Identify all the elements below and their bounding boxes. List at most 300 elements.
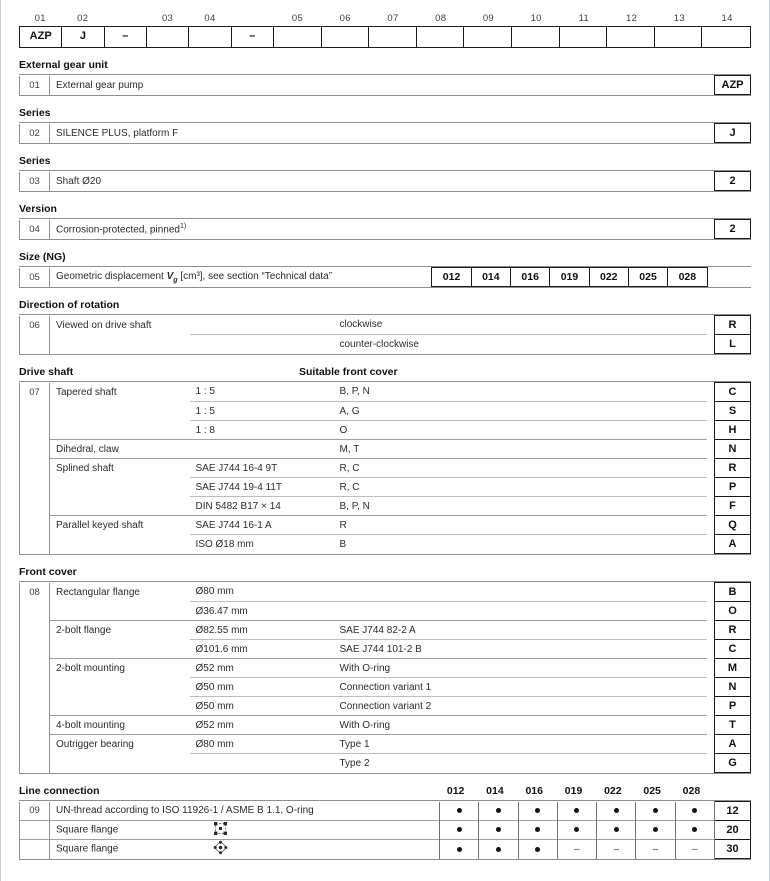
row-detail-b bbox=[334, 220, 707, 239]
ng-size-code[interactable]: 012 bbox=[432, 268, 471, 287]
position-number bbox=[20, 602, 50, 621]
ng-column-header: 022 bbox=[604, 785, 622, 797]
section-subtitle bbox=[299, 203, 751, 216]
row-label: 4-bolt mounting bbox=[50, 716, 190, 735]
table-row bbox=[20, 678, 751, 697]
section-title: Series bbox=[19, 155, 51, 167]
spacer bbox=[707, 172, 715, 191]
row-label-text: UN-thread according to ISO 11926-1 / ASME B 1.1, O-ring bbox=[56, 805, 314, 817]
row-detail-a bbox=[190, 172, 334, 191]
row-detail-a: 1 : 8 bbox=[190, 421, 334, 440]
availability-dot bbox=[479, 802, 518, 821]
position-number bbox=[20, 516, 50, 535]
row-label: Corrosion-protected, pinned$^{1)}$ bbox=[56, 222, 187, 236]
section-heading bbox=[19, 251, 751, 264]
section-title: External gear unit bbox=[19, 59, 108, 71]
section-title: Size (NG) bbox=[19, 251, 66, 263]
table-row bbox=[20, 754, 751, 773]
position-number bbox=[20, 535, 50, 554]
type-code-box[interactable]: – bbox=[105, 27, 147, 47]
position-number bbox=[20, 697, 50, 716]
type-code-box[interactable] bbox=[322, 27, 370, 47]
icon-holder bbox=[213, 821, 228, 839]
section-table bbox=[19, 267, 751, 287]
row-detail-b: Connection variant 1 bbox=[334, 678, 707, 697]
position-number: 03 bbox=[20, 172, 50, 191]
type-code-box[interactable] bbox=[147, 27, 189, 47]
row-label bbox=[50, 402, 190, 421]
spacer bbox=[707, 402, 715, 421]
section-heading bbox=[19, 107, 751, 120]
dot-icon bbox=[574, 827, 579, 832]
spacer bbox=[707, 497, 715, 516]
type-code-box[interactable] bbox=[607, 27, 655, 47]
spacer bbox=[707, 583, 715, 602]
dot-icon bbox=[535, 827, 540, 832]
availability-dot bbox=[439, 840, 478, 859]
row-detail-a: Ø52 mm bbox=[190, 659, 334, 678]
code-value[interactable]: L bbox=[715, 335, 751, 354]
code-value[interactable]: N bbox=[715, 440, 751, 459]
availability-dot bbox=[636, 802, 675, 821]
spacer bbox=[707, 535, 715, 554]
row-detail-b: Connection variant 2 bbox=[334, 697, 707, 716]
row-label bbox=[50, 478, 190, 497]
row-label: 2-bolt mounting bbox=[50, 659, 190, 678]
section-subtitle bbox=[299, 59, 751, 72]
row-label: Splined shaft bbox=[50, 459, 190, 478]
section-heading bbox=[19, 155, 751, 168]
table-row bbox=[20, 459, 751, 478]
row-detail-a: ISO Ø18 mm bbox=[190, 535, 334, 554]
type-code-position-label: 01 bbox=[34, 13, 46, 24]
spacer bbox=[707, 76, 715, 95]
table-row bbox=[20, 440, 751, 459]
table-row bbox=[20, 821, 751, 840]
spacer bbox=[707, 516, 715, 535]
type-code-box[interactable]: J bbox=[62, 27, 104, 47]
section-direction-of-rotation bbox=[19, 299, 751, 355]
position-number bbox=[20, 440, 50, 459]
row-detail-b bbox=[334, 124, 707, 143]
section-line-connection bbox=[19, 785, 751, 860]
ng-column-header: 019 bbox=[564, 785, 583, 797]
dot-icon bbox=[535, 847, 540, 852]
row-detail-a: SAE J744 16-1 A bbox=[190, 516, 334, 535]
row-label: Rectangular flange bbox=[56, 586, 140, 598]
row-detail-b: B, P, N bbox=[339, 386, 370, 398]
position-number: 05 bbox=[20, 268, 50, 287]
row-detail-a bbox=[190, 335, 334, 354]
type-code-position-label: 12 bbox=[626, 13, 638, 24]
type-code-position-label: 11 bbox=[578, 13, 590, 24]
section-table bbox=[19, 382, 751, 554]
section-heading bbox=[19, 203, 751, 216]
code-value[interactable]: P bbox=[715, 697, 751, 716]
code-value[interactable]: P bbox=[715, 478, 751, 497]
type-code-position-label: 05 bbox=[291, 13, 304, 24]
position-number bbox=[20, 478, 50, 497]
table-row bbox=[20, 697, 751, 716]
section-table bbox=[19, 123, 751, 143]
row-detail-a bbox=[190, 76, 334, 95]
row-label bbox=[50, 697, 190, 716]
code-value[interactable]: R bbox=[715, 459, 751, 478]
row-detail-a bbox=[190, 440, 334, 459]
code-value[interactable]: N bbox=[715, 678, 751, 697]
position-number bbox=[20, 754, 50, 773]
row-detail-a: Ø36.47 mm bbox=[190, 602, 334, 621]
type-code-box[interactable] bbox=[560, 27, 608, 47]
row-label: Tapered shaft bbox=[56, 386, 117, 398]
spacer bbox=[707, 621, 715, 640]
dot-icon bbox=[692, 808, 697, 813]
availability-dot bbox=[479, 840, 518, 859]
code-value[interactable]: G bbox=[715, 754, 751, 773]
position-number: 01 bbox=[20, 76, 50, 95]
spacer bbox=[707, 421, 715, 440]
type-code-box[interactable] bbox=[655, 27, 703, 47]
row-detail-a: DIN 5482 B17 × 14 bbox=[190, 497, 334, 516]
ng-size-code[interactable]: 022 bbox=[589, 268, 628, 287]
type-code-position-label: 07 bbox=[387, 13, 399, 24]
availability-dot bbox=[557, 802, 596, 821]
row-label-text: Square flange bbox=[56, 824, 119, 836]
row-label: Outrigger bearing bbox=[50, 735, 190, 754]
availability-dot bbox=[479, 821, 518, 840]
vg-symbol: $V_g$ bbox=[166, 270, 178, 284]
ng-column-header: 028 bbox=[682, 785, 701, 797]
row-detail-b: counter-clockwise bbox=[334, 335, 707, 354]
row-label bbox=[50, 754, 190, 773]
type-code-position-label: 04 bbox=[204, 13, 216, 24]
spacer bbox=[707, 678, 715, 697]
row-detail-a: 1 : 5 bbox=[190, 402, 334, 421]
section-front-cover bbox=[19, 566, 751, 774]
table-row bbox=[20, 478, 751, 497]
position-number bbox=[20, 402, 50, 421]
icon-holder bbox=[213, 840, 228, 858]
dot-icon bbox=[457, 808, 462, 813]
availability-dot bbox=[675, 802, 714, 821]
section-subtitle bbox=[299, 107, 751, 120]
row-label bbox=[50, 840, 440, 859]
ng-column-header: 012 bbox=[446, 785, 465, 797]
section-external-gear-unit bbox=[19, 59, 751, 96]
code-value[interactable]: 30 bbox=[715, 840, 751, 859]
ng-size-code[interactable]: 025 bbox=[628, 268, 667, 287]
type-code-box[interactable] bbox=[189, 27, 231, 47]
position-number bbox=[20, 335, 50, 354]
row-label: SILENCE PLUS, platform F bbox=[56, 127, 179, 139]
spacer bbox=[707, 659, 715, 678]
spacer bbox=[707, 440, 715, 459]
type-code-position-label bbox=[231, 12, 273, 26]
row-label: Dihedral, claw bbox=[50, 440, 190, 459]
position-number bbox=[20, 497, 50, 516]
spacer bbox=[707, 602, 715, 621]
position-number bbox=[20, 735, 50, 754]
section-heading bbox=[19, 785, 751, 798]
row-label: External gear pump bbox=[56, 79, 144, 91]
position-number bbox=[20, 640, 50, 659]
spacer bbox=[707, 735, 715, 754]
spacer bbox=[707, 478, 715, 497]
section-title: Series bbox=[19, 107, 51, 119]
type-code-position-label: 06 bbox=[339, 13, 351, 24]
section-subtitle bbox=[299, 299, 751, 312]
type-code-box[interactable] bbox=[274, 27, 322, 47]
row-detail-a bbox=[190, 754, 334, 773]
availability-dot bbox=[439, 821, 478, 840]
table-row bbox=[20, 124, 751, 143]
position-number bbox=[20, 840, 50, 859]
row-label bbox=[50, 802, 440, 821]
row-detail-a: Ø50 mm bbox=[190, 678, 334, 697]
code-value[interactable]: R bbox=[715, 621, 751, 640]
dot-icon bbox=[614, 808, 619, 813]
availability-dash bbox=[636, 840, 675, 859]
dot-icon bbox=[653, 808, 658, 813]
square-flange-diamond-icon bbox=[213, 840, 228, 858]
section-size-ng bbox=[19, 251, 751, 288]
ng-size-code[interactable]: 019 bbox=[550, 268, 589, 287]
section-heading bbox=[19, 566, 751, 579]
position-number: 02 bbox=[20, 124, 50, 143]
spacer bbox=[707, 316, 715, 335]
position-number bbox=[20, 421, 50, 440]
row-detail-b: R bbox=[334, 516, 707, 535]
availability-dot bbox=[439, 802, 478, 821]
row-label bbox=[50, 497, 190, 516]
dash-glyph: – bbox=[692, 843, 698, 855]
table-row bbox=[20, 335, 751, 354]
section-title: Direction of rotation bbox=[19, 299, 120, 311]
position-number bbox=[20, 659, 50, 678]
section-subtitle bbox=[299, 566, 751, 579]
type-code-box[interactable] bbox=[369, 27, 417, 47]
row-label bbox=[50, 678, 190, 697]
spacer bbox=[707, 220, 715, 239]
type-code-box[interactable] bbox=[702, 27, 750, 47]
availability-dot bbox=[518, 802, 557, 821]
section-heading bbox=[19, 366, 751, 379]
section-series-02 bbox=[19, 107, 751, 144]
position-number: 08 bbox=[20, 583, 50, 602]
row-label: Viewed on drive shaft bbox=[56, 319, 152, 331]
spacer bbox=[707, 124, 715, 143]
row-detail-a: Ø80 mm bbox=[190, 735, 334, 754]
position-number: 04 bbox=[20, 220, 50, 239]
section-table bbox=[19, 219, 751, 239]
availability-dot bbox=[675, 821, 714, 840]
availability-dot bbox=[518, 840, 557, 859]
section-drive-shaft bbox=[19, 366, 751, 555]
row-label bbox=[50, 602, 190, 621]
row-detail-a bbox=[190, 316, 334, 335]
availability-dot bbox=[518, 821, 557, 840]
section-subtitle bbox=[299, 155, 751, 168]
ng-column-headers bbox=[436, 785, 711, 798]
row-detail-b: Type 1 bbox=[334, 735, 707, 754]
type-code-position-label: 14 bbox=[721, 13, 733, 24]
ng-column-header: 016 bbox=[525, 785, 543, 797]
position-number bbox=[20, 459, 50, 478]
row-detail-b bbox=[334, 602, 707, 621]
table-row bbox=[20, 172, 751, 191]
row-detail-a bbox=[190, 220, 334, 239]
row-detail-a: Ø82.55 mm bbox=[190, 621, 334, 640]
code-value[interactable]: Q bbox=[715, 516, 751, 535]
row-detail-a: Ø50 mm bbox=[190, 697, 334, 716]
position-number: 07 bbox=[20, 383, 50, 402]
type-code-boxes bbox=[19, 26, 751, 48]
table-row bbox=[20, 383, 751, 402]
spacer bbox=[707, 754, 715, 773]
row-detail-b: With O-ring bbox=[334, 659, 707, 678]
section-heading bbox=[19, 299, 751, 312]
code-value[interactable]: B bbox=[715, 583, 751, 602]
dot-icon bbox=[535, 808, 540, 813]
code-value[interactable]: A bbox=[715, 535, 751, 554]
row-detail-b: SAE J744 101-2 B bbox=[334, 640, 707, 659]
code-value[interactable]: J bbox=[715, 124, 751, 143]
type-code-positions bbox=[19, 12, 751, 26]
row-detail-b: R, C bbox=[334, 459, 707, 478]
row-detail-b: R, C bbox=[334, 478, 707, 497]
code-value[interactable]: R bbox=[715, 316, 751, 335]
type-code-box[interactable] bbox=[512, 27, 560, 47]
type-code-position-label: 10 bbox=[530, 13, 542, 24]
row-detail-b: O bbox=[334, 421, 707, 440]
row-label: Shaft Ø20 bbox=[56, 175, 102, 187]
position-number bbox=[20, 678, 50, 697]
type-code-box[interactable] bbox=[417, 27, 465, 47]
row-detail-a: Ø101.6 mm bbox=[190, 640, 334, 659]
dash-glyph: – bbox=[652, 843, 659, 855]
section-version bbox=[19, 203, 751, 240]
section-series-03 bbox=[19, 155, 751, 192]
table-row bbox=[20, 516, 751, 535]
table-row bbox=[20, 640, 751, 659]
dot-icon bbox=[574, 808, 579, 813]
code-value[interactable]: H bbox=[715, 421, 751, 440]
code-value[interactable]: M bbox=[715, 659, 751, 678]
spacer bbox=[707, 716, 715, 735]
table-row bbox=[20, 268, 752, 287]
availability-dot bbox=[557, 821, 596, 840]
row-detail-b bbox=[334, 583, 707, 602]
ng-size-code[interactable]: 028 bbox=[668, 268, 707, 287]
section-table bbox=[19, 315, 751, 354]
code-value[interactable]: F bbox=[715, 497, 751, 516]
row-detail-b: B, P, N bbox=[334, 497, 707, 516]
type-code-box[interactable]: – bbox=[232, 27, 274, 47]
table-row bbox=[20, 735, 751, 754]
section-title: Line connection bbox=[19, 785, 100, 797]
row-detail-b: M, T bbox=[334, 440, 707, 459]
row-detail-b: A, G bbox=[334, 402, 707, 421]
footnote-marker: 1) bbox=[179, 222, 187, 230]
position-number bbox=[20, 821, 50, 840]
code-value[interactable]: 20 bbox=[715, 821, 751, 840]
row-detail-a: 1 : 5 bbox=[195, 386, 215, 398]
row-label: 2-bolt flange bbox=[50, 621, 190, 640]
row-label bbox=[50, 335, 190, 354]
section-table bbox=[19, 171, 751, 191]
position-number: 06 bbox=[20, 316, 50, 335]
dot-icon bbox=[496, 808, 501, 813]
section-table bbox=[19, 801, 751, 859]
table-row bbox=[20, 840, 751, 859]
table-row bbox=[20, 602, 751, 621]
type-code-position-label: 08 bbox=[435, 13, 447, 24]
dash-glyph: – bbox=[613, 843, 620, 855]
code-value[interactable]: S bbox=[715, 402, 751, 421]
row-detail-b: clockwise bbox=[339, 319, 383, 331]
code-value[interactable]: O bbox=[715, 602, 751, 621]
row-label bbox=[50, 535, 190, 554]
dot-icon bbox=[496, 847, 501, 852]
spacer bbox=[707, 697, 715, 716]
ng-column-header: 025 bbox=[643, 785, 661, 797]
ng-column-header: 014 bbox=[486, 785, 504, 797]
table-row bbox=[20, 716, 751, 735]
position-number bbox=[20, 621, 50, 640]
code-value[interactable]: C bbox=[715, 383, 751, 402]
table-row bbox=[20, 76, 751, 95]
dot-icon bbox=[653, 827, 658, 832]
row-detail-a: Ø80 mm bbox=[195, 586, 234, 598]
type-code-position-label bbox=[104, 12, 146, 26]
code-value[interactable]: T bbox=[715, 716, 751, 735]
type-code-position-label: 02 bbox=[77, 13, 89, 24]
table-row bbox=[20, 421, 751, 440]
ng-size-code[interactable]: 016 bbox=[511, 268, 550, 287]
dash-glyph: – bbox=[574, 843, 580, 855]
availability-dot bbox=[597, 802, 636, 821]
type-code-box[interactable]: AZP bbox=[20, 27, 62, 47]
code-value[interactable]: 2 bbox=[715, 172, 751, 191]
spacer bbox=[707, 268, 751, 287]
row-label: Geometric displacement $V_g$ [cm³], see section “Technical data” bbox=[56, 270, 333, 284]
table-row bbox=[20, 583, 751, 602]
table-row bbox=[20, 497, 751, 516]
row-detail-b: SAE J744 82-2 A bbox=[334, 621, 707, 640]
code-value[interactable]: AZP bbox=[715, 76, 751, 95]
section-subtitle: Suitable front cover bbox=[299, 366, 398, 378]
code-value[interactable]: A bbox=[715, 735, 751, 754]
type-code-box[interactable] bbox=[464, 27, 512, 47]
spacer bbox=[707, 459, 715, 478]
availability-dash bbox=[675, 840, 714, 859]
table-row bbox=[20, 535, 751, 554]
row-detail-b: With O-ring bbox=[334, 716, 707, 735]
dot-icon bbox=[496, 827, 501, 832]
code-value[interactable]: 2 bbox=[715, 220, 751, 239]
row-detail-b: Type 2 bbox=[334, 754, 707, 773]
spacer bbox=[707, 335, 715, 354]
section-table bbox=[19, 582, 751, 773]
availability-dot bbox=[636, 821, 675, 840]
ng-size-code[interactable]: 014 bbox=[471, 268, 510, 287]
code-value[interactable]: C bbox=[715, 640, 751, 659]
dot-icon bbox=[457, 847, 462, 852]
type-code-position-label: 03 bbox=[161, 13, 174, 24]
availability-dot bbox=[597, 821, 636, 840]
dot-icon bbox=[614, 827, 619, 832]
code-value[interactable]: 12 bbox=[715, 802, 751, 821]
